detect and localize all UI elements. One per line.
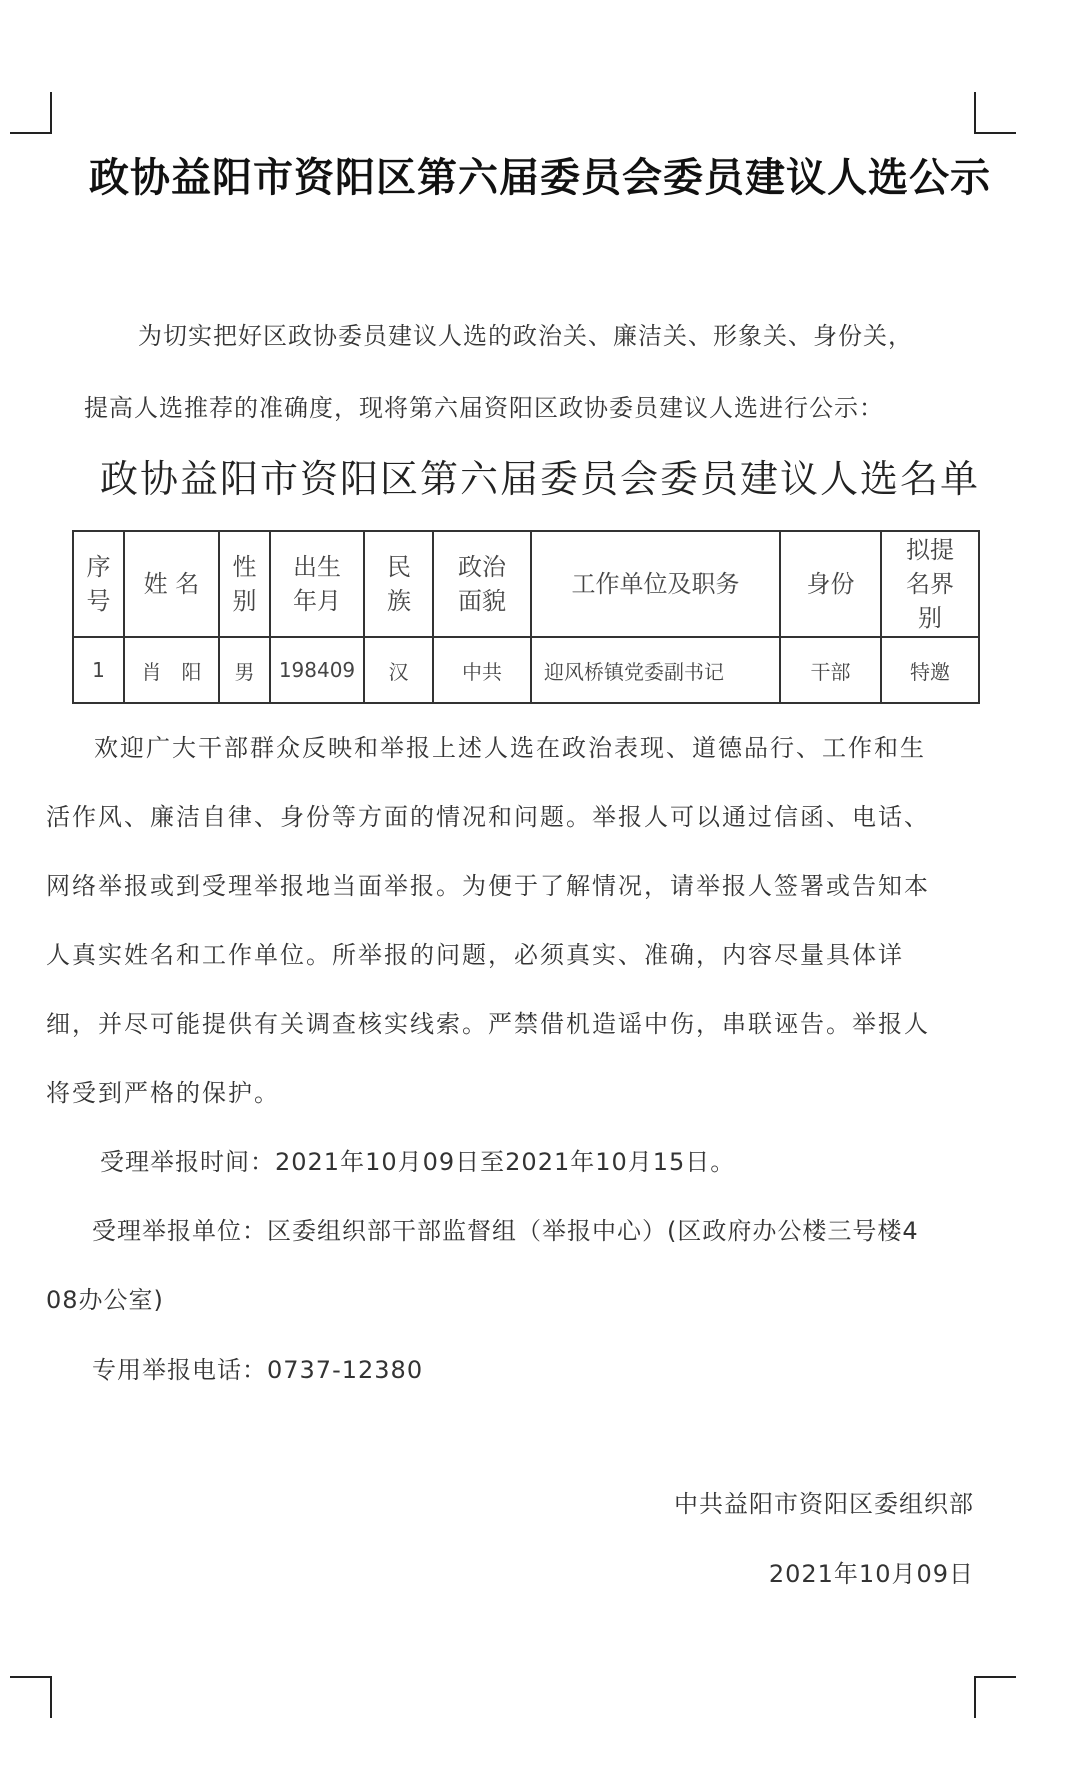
report-phone: 专用举报电话：0737-12380 <box>92 1356 424 1384</box>
corner-mark-top-right <box>974 92 1016 134</box>
header-gender: 性别 <box>219 531 270 637</box>
table-header-row <box>73 531 979 637</box>
header-birth: 出生年月 <box>270 531 364 637</box>
cell-gender: 男 <box>219 637 270 703</box>
table-row <box>73 637 979 703</box>
candidate-table <box>72 530 980 704</box>
header-identity: 身份 <box>780 531 881 637</box>
cell-birth: 198409 <box>270 637 364 703</box>
intro-line-1: 为切实把好区政协委员建议人选的政治关、廉洁关、形象关、身份关， <box>138 322 913 350</box>
corner-mark-top-left <box>10 92 52 134</box>
intro-line-2: 提高人选推荐的准确度，现将第六届资阳区政协委员建议人选进行公示： <box>84 394 884 422</box>
cell-identity: 干部 <box>780 637 881 703</box>
header-ethnicity: 民族 <box>364 531 433 637</box>
cell-workplace: 迎风桥镇党委副书记 <box>531 637 780 703</box>
signature-date: 2021年10月09日 <box>768 1560 974 1588</box>
body-line-1: 欢迎广大干部群众反映和举报上述人选在政治表现、道德品行、工作和生 <box>94 734 926 762</box>
body-line-3: 网络举报或到受理举报地当面举报。为便于了解情况，请举报人签署或告知本 <box>46 872 930 900</box>
header-political-status: 政治面貌 <box>433 531 531 637</box>
cell-name: 肖 阳 <box>124 637 219 703</box>
document-title: 政协益阳市资阳区第六届委员会委员建议人选公示 <box>89 155 991 201</box>
cell-sector: 特邀 <box>881 637 979 703</box>
header-index: 序号 <box>73 531 124 637</box>
report-unit-line-1: 受理举报单位：区委组织部干部监督组（举报中心）(区政府办公楼三号楼4 <box>92 1217 919 1245</box>
cell-political-status: 中共 <box>433 637 531 703</box>
corner-mark-bottom-right <box>974 1676 1016 1718</box>
body-line-5: 细，并尽可能提供有关调查核实线索。严禁借机造谣中伤，串联诬告。举报人 <box>46 1010 930 1038</box>
report-time: 受理举报时间：2021年10月09日至2021年10月15日。 <box>100 1148 736 1176</box>
cell-ethnicity: 汉 <box>364 637 433 703</box>
cell-index: 1 <box>73 637 124 703</box>
header-name: 姓 名 <box>124 531 219 637</box>
body-line-2: 活作风、廉洁自律、身份等方面的情况和问题。举报人可以通过信函、电话、 <box>46 803 930 831</box>
body-line-6: 将受到严格的保护。 <box>46 1079 280 1107</box>
body-line-4: 人真实姓名和工作单位。所举报的问题，必须真实、准确，内容尽量具体详 <box>46 941 904 969</box>
signature-org: 中共益阳市资阳区委组织部 <box>674 1490 974 1518</box>
report-unit-line-2: 08办公室) <box>46 1286 164 1314</box>
list-title: 政协益阳市资阳区第六届委员会委员建议人选名单 <box>99 457 980 501</box>
corner-mark-bottom-left <box>10 1676 52 1718</box>
header-sector: 拟提名界别 <box>881 531 979 637</box>
header-workplace: 工作单位及职务 <box>531 531 780 637</box>
